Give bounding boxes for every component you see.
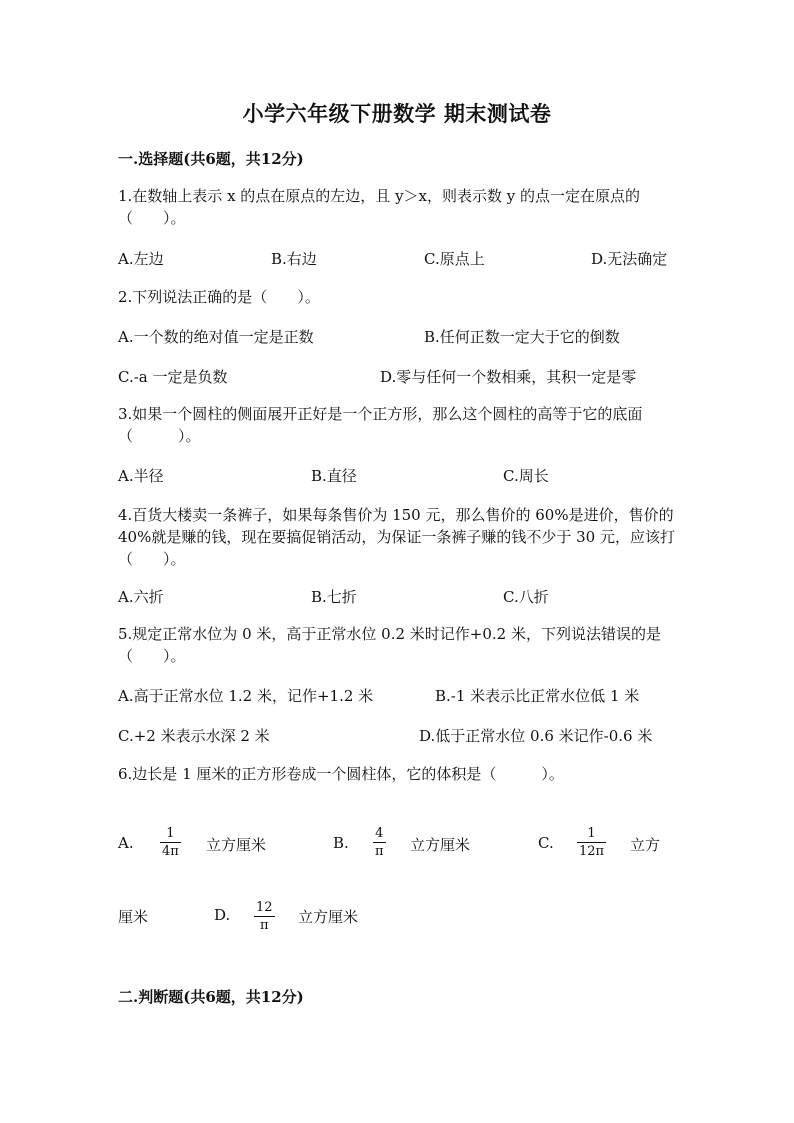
fraction-denominator: 12π (579, 844, 605, 859)
q6-option-a-unit: 立方厘米 (206, 836, 267, 854)
q4-option-c: C.八折 (503, 588, 549, 606)
fraction-bar (254, 916, 275, 917)
q3-option-b: B.直径 (311, 467, 357, 485)
q6-option-b-label: B. (333, 834, 349, 852)
q6-option-a-fraction (160, 826, 181, 859)
q6-option-c-label: C. (538, 834, 554, 852)
q2-option-a: A.一个数的绝对值一定是正数 (118, 328, 314, 346)
q6-option-c-unit: 立方 (630, 836, 661, 854)
q5-option-d: D.低于正常水位 0.6 米记作-0.6 米 (419, 727, 653, 745)
q6-option-d-unit: 立方厘米 (298, 908, 359, 926)
q1-option-c: C.原点上 (424, 250, 485, 268)
question-1: 1.在数轴上表示 x 的点在原点的左边，且 y＞x，则表示数 y 的点一定在原点的（ ）。 (118, 187, 641, 227)
q6-option-c-unit-wrap: 厘米 (118, 908, 149, 926)
q6-option-a-label: A. (118, 834, 134, 852)
question-4: 4.百货大楼卖一条裤子，如果每条售价为 150 元，那么售价的 60%是进价，售价的 40%就是赚的钱，现在要搞促销活动，为保证一条裤子赚的钱不少于 30 元，应该打（ ）。 (118, 506, 675, 568)
q2-option-c: C.-a 一定是负数 (118, 368, 228, 386)
question-2: 2.下列说法正确的是（ ）。 (118, 288, 320, 306)
question-6: 6.边长是 1 厘米的正方形卷成一个圆柱体，它的体积是（ ）。 (118, 765, 564, 783)
fraction-denominator: π (260, 918, 269, 933)
fraction-numerator: 4 (375, 826, 384, 841)
q6-option-b-unit: 立方厘米 (410, 836, 471, 854)
q5-option-b: B.-1 米表示比正常水位低 1 米 (435, 687, 640, 705)
q5-option-a: A.高于正常水位 1.2 米，记作+1.2 米 (118, 687, 374, 705)
fraction-numerator: 1 (166, 826, 175, 841)
fraction-numerator: 12 (256, 900, 273, 915)
fraction-numerator: 1 (587, 826, 596, 841)
q2-option-d: D.零与任何一个数相乘，其积一定是零 (380, 368, 637, 386)
section-heading-choice: 一.选择题(共6题，共12分) (118, 150, 304, 168)
q6-option-d-fraction (254, 900, 275, 933)
q6-option-c-fraction (577, 826, 606, 859)
q1-option-b: B.右边 (271, 250, 317, 268)
fraction-bar (160, 842, 181, 843)
q4-option-a: A.六折 (118, 588, 164, 606)
q4-option-b: B.七折 (311, 588, 357, 606)
q5-option-c: C.+2 米表示水深 2 米 (118, 727, 270, 745)
fraction-bar (373, 842, 386, 843)
page-title: 小学六年级下册数学 期末测试卷 (242, 101, 552, 126)
question-3: 3.如果一个圆柱的侧面展开正好是一个正方形，那么这个圆柱的高等于它的底面（ ）。 (118, 405, 643, 445)
q1-option-a: A.左边 (118, 250, 164, 268)
fraction-denominator: π (375, 844, 384, 859)
question-5: 5.规定正常水位为 0 米，高于正常水位 0.2 米时记作+0.2 米，下列说法错误的是（ ）。 (118, 625, 661, 665)
q3-option-a: A.半径 (118, 467, 164, 485)
q1-option-d: D.无法确定 (591, 250, 668, 268)
fraction-bar (577, 842, 606, 843)
section-heading-judgment: 二.判断题(共6题，共12分) (118, 988, 304, 1006)
q3-option-c: C.周长 (503, 467, 549, 485)
fraction-denominator: 4π (162, 844, 179, 859)
q6-option-b-fraction (373, 826, 386, 859)
q6-option-d-label: D. (214, 906, 231, 924)
q2-option-b: B.任何正数一定大于它的倒数 (424, 328, 620, 346)
